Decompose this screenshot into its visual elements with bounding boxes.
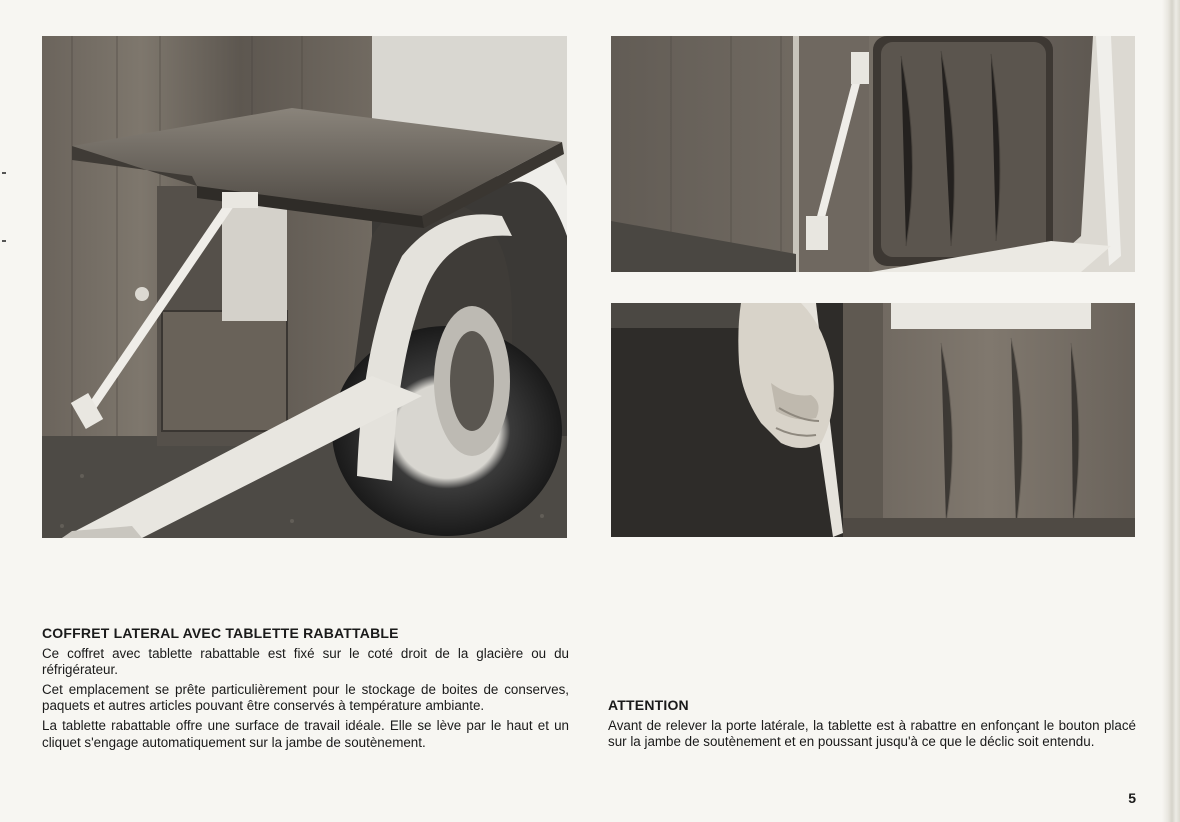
page-edge — [1162, 0, 1180, 822]
photo-side-cabinet-with-table — [42, 36, 567, 538]
paragraph: La tablette rabattable offre une surface de travail idéale. Elle se lève par le haut et un cliquet s'engage automatiquement sur la jambe de soutènement. — [42, 717, 569, 750]
section-attention — [608, 697, 1136, 754]
paragraph: Avant de relever la porte latérale, la tablette est à rabattre en enfonçant le bouton placé sur la jambe de soutènement et en poussant jusqu'à ce que le déclic soit entendu. — [608, 717, 1136, 750]
section-side-cabinet — [42, 625, 569, 754]
photo-hand-pressing-button — [611, 303, 1135, 537]
paragraph: Cet emplacement se prête particulièrement pour le stockage de boites de conserves, paquets et autres articles pouvant être conservés à température ambiante. — [42, 681, 569, 714]
section-heading: ATTENTION — [608, 697, 689, 713]
page-number: 5 — [1128, 790, 1136, 806]
photo-table-folded — [611, 36, 1135, 272]
paragraph: Ce coffret avec tablette rabattable est fixé sur le coté droit de la glacière ou du réfrigérateur. — [42, 645, 569, 678]
binding-mark — [2, 172, 6, 174]
section-heading: COFFRET LATERAL AVEC TABLETTE RABATTABLE — [42, 625, 399, 641]
binding-mark — [2, 240, 6, 242]
